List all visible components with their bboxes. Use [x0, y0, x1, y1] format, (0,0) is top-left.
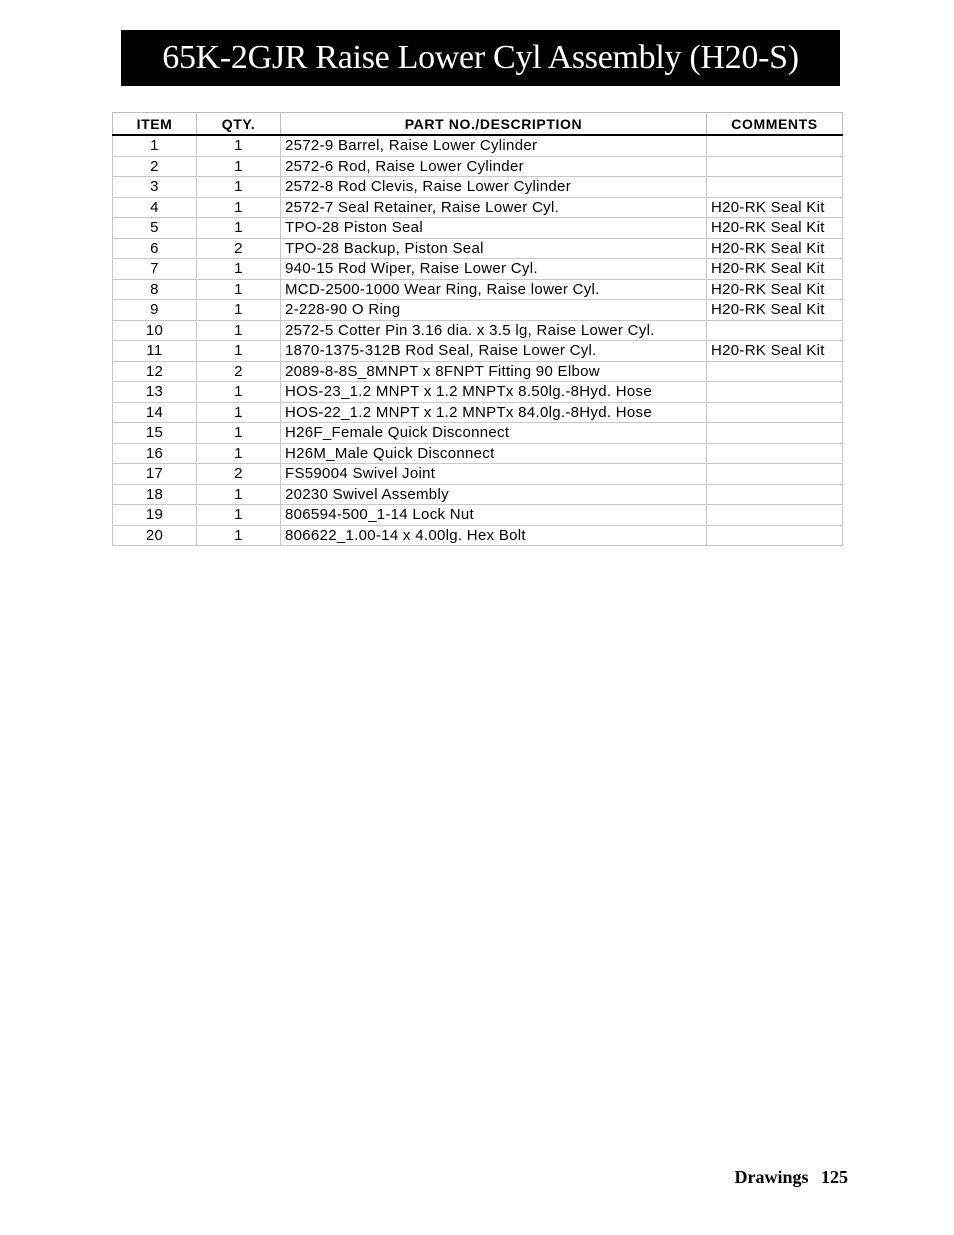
table-row — [113, 177, 843, 198]
description-cell: H26M_Male Quick Disconnect — [281, 443, 707, 464]
description-cell: FS59004 Swivel Joint — [281, 464, 707, 485]
comments-cell — [707, 361, 843, 382]
table-row — [113, 279, 843, 300]
item-cell: 19 — [113, 505, 197, 526]
item-cell: 20 — [113, 525, 197, 546]
comments-cell — [707, 177, 843, 198]
qty-cell: 1 — [197, 259, 281, 280]
item-cell: 2 — [113, 156, 197, 177]
parts-table — [112, 112, 843, 546]
comments-cell: H20-RK Seal Kit — [707, 218, 843, 239]
qty-cell: 1 — [197, 525, 281, 546]
comments-cell: H20-RK Seal Kit — [707, 341, 843, 362]
comments-cell: H20-RK Seal Kit — [707, 300, 843, 321]
description-cell: 940-15 Rod Wiper, Raise Lower Cyl. — [281, 259, 707, 280]
qty-cell: 1 — [197, 423, 281, 444]
description-cell: 1870-1375-312B Rod Seal, Raise Lower Cyl. — [281, 341, 707, 362]
footer-section-label: Drawings — [734, 1167, 809, 1187]
comments-cell — [707, 525, 843, 546]
item-cell: 9 — [113, 300, 197, 321]
table-row — [113, 259, 843, 280]
item-cell: 4 — [113, 197, 197, 218]
description-cell: 20230 Swivel Assembly — [281, 484, 707, 505]
table-row — [113, 505, 843, 526]
item-cell: 5 — [113, 218, 197, 239]
qty-cell: 2 — [197, 238, 281, 259]
comments-cell — [707, 505, 843, 526]
comments-cell — [707, 156, 843, 177]
table-row — [113, 320, 843, 341]
table-row — [113, 382, 843, 403]
qty-cell: 1 — [197, 505, 281, 526]
qty-cell: 2 — [197, 464, 281, 485]
item-cell: 3 — [113, 177, 197, 198]
page-title: 65K-2GJR Raise Lower Cyl Assembly (H20-S) — [162, 39, 799, 76]
table-row — [113, 525, 843, 546]
comments-cell — [707, 382, 843, 403]
comments-cell — [707, 443, 843, 464]
item-cell: 12 — [113, 361, 197, 382]
table-row — [113, 361, 843, 382]
comments-cell — [707, 484, 843, 505]
description-cell: 806594-500_1-14 Lock Nut — [281, 505, 707, 526]
item-cell: 6 — [113, 238, 197, 259]
parts-table-header — [113, 113, 843, 136]
comments-cell: H20-RK Seal Kit — [707, 238, 843, 259]
item-cell: 18 — [113, 484, 197, 505]
table-row — [113, 238, 843, 259]
title-banner — [121, 30, 840, 86]
qty-cell: 1 — [197, 218, 281, 239]
table-row — [113, 464, 843, 485]
description-cell: 2572-5 Cotter Pin 3.16 dia. x 3.5 lg, Raise Lower Cyl. — [281, 320, 707, 341]
item-cell: 8 — [113, 279, 197, 300]
table-row — [113, 341, 843, 362]
description-cell: 2572-9 Barrel, Raise Lower Cylinder — [281, 135, 707, 156]
item-cell: 7 — [113, 259, 197, 280]
item-cell: 10 — [113, 320, 197, 341]
description-cell: HOS-23_1.2 MNPT x 1.2 MNPTx 8.50lg.-8Hyd. Hose — [281, 382, 707, 403]
item-cell: 11 — [113, 341, 197, 362]
description-cell: 806622_1.00-14 x 4.00lg. Hex Bolt — [281, 525, 707, 546]
qty-cell: 1 — [197, 484, 281, 505]
table-row — [113, 423, 843, 444]
column-header-qty: QTY. — [197, 113, 281, 136]
item-cell: 17 — [113, 464, 197, 485]
column-header-comments: COMMENTS — [707, 113, 843, 136]
qty-cell: 1 — [197, 382, 281, 403]
item-cell: 1 — [113, 135, 197, 156]
comments-cell — [707, 402, 843, 423]
item-cell: 15 — [113, 423, 197, 444]
qty-cell: 1 — [197, 135, 281, 156]
table-row — [113, 300, 843, 321]
column-header-item: ITEM — [113, 113, 197, 136]
description-cell: 2089-8-8S_8MNPT x 8FNPT Fitting 90 Elbow — [281, 361, 707, 382]
description-cell: H26F_Female Quick Disconnect — [281, 423, 707, 444]
table-row — [113, 218, 843, 239]
qty-cell: 1 — [197, 197, 281, 218]
description-cell: 2-228-90 O Ring — [281, 300, 707, 321]
table-row — [113, 443, 843, 464]
table-row — [113, 484, 843, 505]
qty-cell: 1 — [197, 443, 281, 464]
comments-cell: H20-RK Seal Kit — [707, 259, 843, 280]
table-row — [113, 135, 843, 156]
column-header-description: PART NO./DESCRIPTION — [281, 113, 707, 136]
header-row — [113, 113, 843, 136]
item-cell: 16 — [113, 443, 197, 464]
qty-cell: 1 — [197, 300, 281, 321]
description-cell: HOS-22_1.2 MNPT x 1.2 MNPTx 84.0lg.-8Hyd. Hose — [281, 402, 707, 423]
page-footer — [734, 1167, 848, 1188]
qty-cell: 1 — [197, 156, 281, 177]
footer-page-number: 125 — [821, 1167, 848, 1187]
parts-table-body — [113, 135, 843, 546]
description-cell: TPO-28 Backup, Piston Seal — [281, 238, 707, 259]
table-row — [113, 156, 843, 177]
comments-cell — [707, 135, 843, 156]
item-cell: 14 — [113, 402, 197, 423]
comments-cell — [707, 464, 843, 485]
qty-cell: 1 — [197, 177, 281, 198]
comments-cell — [707, 423, 843, 444]
table-row — [113, 402, 843, 423]
qty-cell: 1 — [197, 320, 281, 341]
description-cell: 2572-6 Rod, Raise Lower Cylinder — [281, 156, 707, 177]
item-cell: 13 — [113, 382, 197, 403]
comments-cell — [707, 320, 843, 341]
description-cell: 2572-8 Rod Clevis, Raise Lower Cylinder — [281, 177, 707, 198]
comments-cell: H20-RK Seal Kit — [707, 279, 843, 300]
description-cell: 2572-7 Seal Retainer, Raise Lower Cyl. — [281, 197, 707, 218]
qty-cell: 2 — [197, 361, 281, 382]
qty-cell: 1 — [197, 279, 281, 300]
comments-cell: H20-RK Seal Kit — [707, 197, 843, 218]
qty-cell: 1 — [197, 402, 281, 423]
description-cell: TPO-28 Piston Seal — [281, 218, 707, 239]
description-cell: MCD-2500-1000 Wear Ring, Raise lower Cyl. — [281, 279, 707, 300]
qty-cell: 1 — [197, 341, 281, 362]
table-row — [113, 197, 843, 218]
